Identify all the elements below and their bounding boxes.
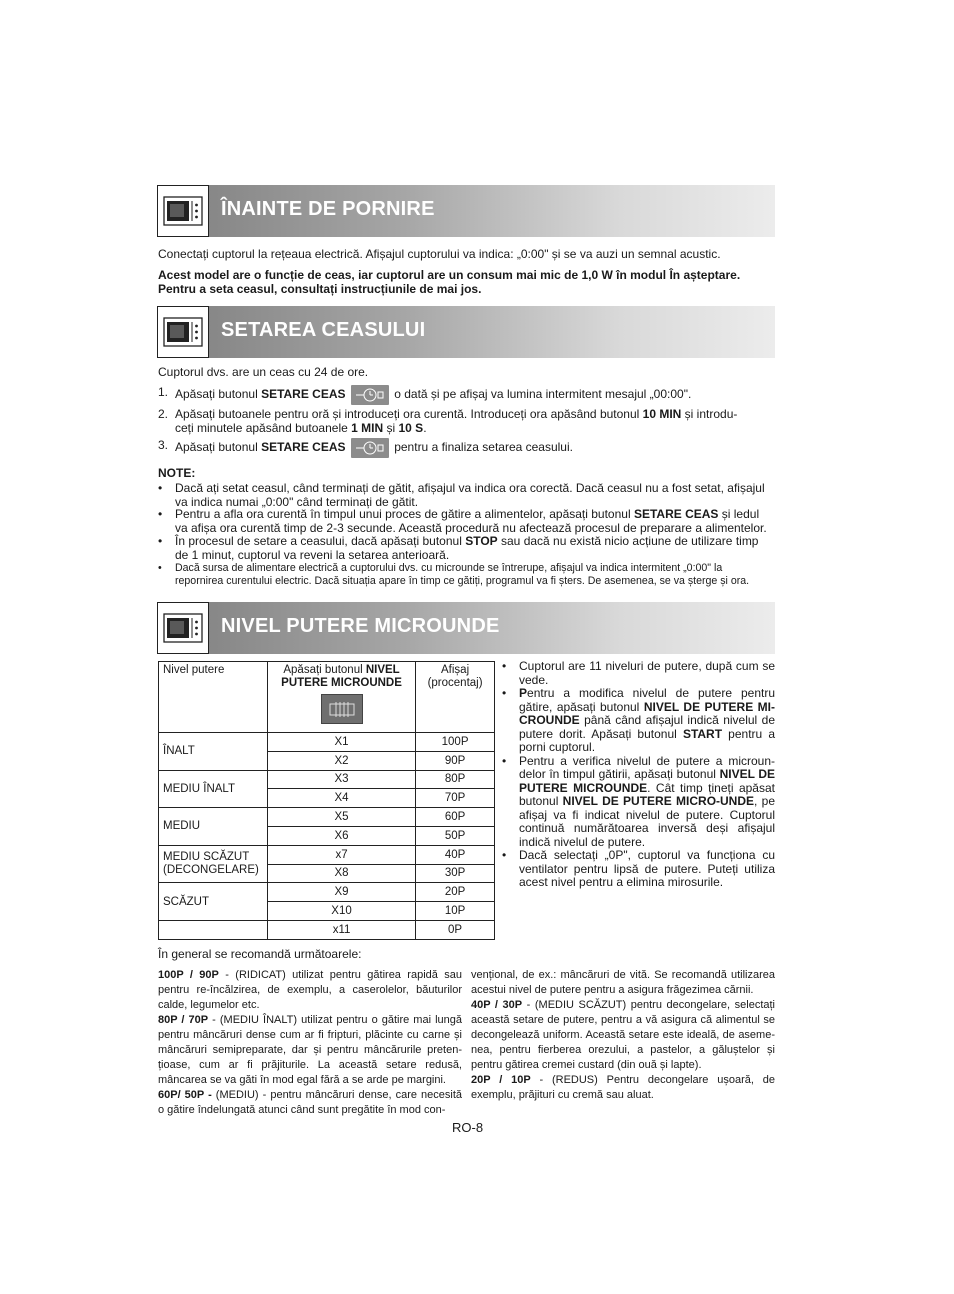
section-header-before-start (157, 185, 775, 237)
item-text: START (682, 726, 723, 741)
level-label: 20P / 10P (471, 1074, 531, 1086)
level-label: 40P / 30P (471, 999, 523, 1011)
recommend-item (158, 968, 462, 1013)
note-text: va afișa ora curentă timp de 2-3 secunde. Această procedură nu afectează procesul de preparare a alimentelor. (175, 520, 767, 535)
list-item (502, 660, 775, 687)
header-text: PUTERE MICROUNDE (281, 677, 402, 689)
page-number: RO-8 (452, 1120, 484, 1135)
level-text: - (MEDIU SCĂZUT) pentru decongelare, selectați această setare de putere, pentru a vă asigura că alimentul se decongelează uniform. Această setare este ideală, de aseme-nea, pentru fierberea orezului, a pastelor, a găluștelor și pentru gătirea cremei custard (din ouă și lapte). (471, 999, 775, 1071)
note-button-name: STOP (465, 534, 498, 548)
step-button-name: 1 MIN (351, 420, 384, 435)
power-level-table (158, 661, 495, 940)
note-text: Dacă sursa de alimentare electrică a cuptorului dvs. cu microunde se întrerupe, afișajul va indica intermitent „0:00" la (175, 562, 723, 574)
group-cell: MEDIU (159, 808, 268, 846)
presses-cell: X4 (267, 789, 415, 808)
item-text: NIVEL DE PUTERE MI-CROUNDE (519, 699, 775, 727)
note-text: În procesul de setare a ceasului, dacă apăsați butonul (175, 534, 466, 548)
bullet: • (158, 507, 163, 521)
microwave-icon (157, 306, 209, 358)
display-cell: 0P (416, 920, 495, 939)
table-header-cell (416, 662, 495, 733)
group-cell: ÎNALT (159, 733, 268, 771)
group-cell (159, 920, 268, 939)
paragraph-clock-line2: Pentru a seta ceasul, consultați instrucțiunile de mai jos. (158, 281, 482, 296)
section-header-power-level (157, 602, 775, 654)
header-text: NIVEL (365, 664, 400, 676)
table-row (159, 883, 495, 902)
note-text: sau dacă nu există nicio acțiune de utilizare timp (497, 534, 759, 548)
step-text: și introdu- (681, 407, 738, 421)
recommend-item (158, 1013, 462, 1088)
display-cell: 90P (416, 751, 495, 770)
recommend-item (471, 998, 775, 1073)
notes-title: NOTE: (158, 466, 196, 480)
note-text: Dacă ați setat ceasul, când terminați de gătit, afișajul va indica ora corectă. Dacă ceasul nu a fost setat, afișajul (175, 481, 765, 495)
paragraph-connect: Conectați cuptorul la rețeaua electrică. Afișajul cuptorului va indica: „0:00" și se va auzi un semnal acustic. (158, 247, 721, 261)
header-text: Afișaj (441, 664, 470, 676)
group-text: (DECONGELARE) (163, 864, 259, 877)
section-title: ÎNAINTE DE PORNIRE (221, 198, 435, 220)
clock-button-icon (351, 438, 389, 458)
recommend-item (471, 1073, 775, 1103)
step-number: 3. (158, 438, 169, 452)
section-title: SETAREA CEASULUI (221, 319, 426, 341)
bullet: • (158, 481, 163, 495)
bullet: • (158, 534, 163, 548)
bullet: • (502, 659, 507, 673)
group-cell: MEDIU ÎNALT (159, 770, 268, 808)
bullet: • (502, 753, 507, 768)
presses-cell: X5 (267, 808, 415, 827)
note-text: și ledul (718, 507, 760, 521)
section-title: NIVEL PUTERE MICROUNDE (221, 615, 500, 637)
presses-cell: x11 (267, 920, 415, 939)
recommend-item: vențional, de ex.: mâncăruri de vită. Se recomandă utilizarea acestui nivel de putere pentru a asigura frăgezimea cărnii. (471, 969, 775, 996)
step-button-name: 10 MIN (642, 407, 682, 421)
step-text: o dată și pe afișaj va lumina intermitent mesajul „00:00". (390, 387, 692, 402)
bullet: • (158, 562, 162, 574)
list-item (502, 687, 775, 755)
recommend-right-column (471, 968, 775, 1103)
table-row (159, 808, 495, 827)
clock-button-icon (351, 385, 389, 405)
note-text: Pentru a afla ora curentă în timpul unui proces de gătire a alimentelor, apăsați butonul (175, 507, 634, 521)
table-row (159, 920, 495, 939)
table-header-cell (267, 662, 415, 733)
item-text: până când afișajul indică nivelul de putere dorit. Apăsați butonul (519, 713, 775, 741)
group-text: MEDIU SCĂZUT (163, 851, 250, 864)
step-text: ceți minutele apăsând butoanele (175, 420, 352, 435)
step-number: 1. (158, 385, 169, 399)
item-text: NIVEL DE PUTERE MICRO-UNDE (562, 794, 755, 808)
group-cell: SCĂZUT (159, 883, 268, 921)
display-cell: 80P (416, 770, 495, 789)
display-cell: 60P (416, 808, 495, 827)
step-button-name: 10 S (398, 420, 424, 435)
recommend-intro: În general se recomandă următoarele: (158, 947, 362, 961)
item-text: pentru a porni cuptorul. (519, 726, 775, 754)
level-label: 60P/ 50P - (158, 1089, 212, 1101)
presses-cell: X3 (267, 770, 415, 789)
step-number: 2. (158, 407, 169, 421)
bullet: • (502, 848, 507, 862)
level-text: (MEDIU) - pentru mâncăruri dense, care necesită o gătire îndelungată atunci când sunt pregătite în mod con- (158, 1089, 462, 1116)
step-text: . (423, 420, 427, 435)
table-row (159, 770, 495, 789)
list-item (502, 755, 775, 850)
presses-cell: X10 (267, 902, 415, 921)
level-text: - (REDUS) Pentru decongelare ușoară, de exemplu, prăjituri cu cremă sau aluat. (471, 1074, 775, 1101)
bullet: • (502, 686, 507, 700)
table-row (159, 845, 495, 864)
item-text: P (519, 686, 528, 700)
step-text: pentru a finaliza setarea ceasului. (390, 440, 573, 455)
presses-cell: x7 (267, 845, 415, 864)
note-text: repornirea curentului electric. Dacă situația apare în timp ce gătiți, programul va fi șters. De asemenea, se va șterge și ora. (175, 575, 750, 587)
paragraph-clock-function (158, 269, 775, 296)
list-item (502, 849, 775, 890)
item-text: Pentru a verifica nivelul de putere a microun-delor în timpul gătirii, apăsați butonul (519, 753, 775, 781)
display-cell: 40P (416, 845, 495, 864)
clock-intro: Cuptorul dvs. are un ceas cu 24 de ore. (158, 365, 369, 379)
item-text: . Cât timp țineți apăsat butonul (519, 780, 775, 808)
note-text: va indica numai „0:00" când terminați de gătit. (175, 494, 419, 509)
microwave-icon (157, 185, 209, 237)
step-text: Apăsați butoanele pentru oră și introduceți ora curentă. Introduceți ora apăsând butonul (175, 407, 643, 421)
step-button-name: SETARE CEAS (261, 387, 346, 402)
display-cell: 20P (416, 883, 495, 902)
recommend-item (158, 1088, 462, 1118)
display-cell: 10P (416, 902, 495, 921)
item-text: NIVEL DE PUTERE MICROUNDE (519, 767, 776, 795)
presses-cell: X1 (267, 733, 415, 752)
recommend-left-column (158, 968, 462, 1118)
table-header-row (159, 662, 495, 733)
paragraph-clock-line1: Acest model are o funcție de ceas, iar cuptorul are un consum mai mic de 1,0 W în modul În așteptare. (158, 268, 741, 282)
note-button-name: SETARE CEAS (633, 507, 719, 521)
level-label: 100P / 90P (158, 969, 219, 981)
step-button-name: SETARE CEAS (261, 440, 346, 455)
item-text: entru a modifica nivelul de putere pentru gătire, apăsați butonul (519, 686, 775, 714)
microwave-icon (157, 602, 209, 654)
level-text: - (MEDIU ÎNALT) utilizat pentru o gătire mai lungă pentru mâncăruri dense cum ar fi fripturi, plăcinte cu carne și mâncăruri semipreparate, dar și pentru mâncărurile preten-țioase, cum ar fi prăjiturile. La această setare redusă, mâncarea se va găti în mod egal fără a se arde pe margini. (158, 1014, 462, 1086)
item-text: , pe afișaj va fi indicat nivelul de putere. Cuptorul continuă numărătoarea inversă deși afișajul indică nivelul de putere. (519, 794, 776, 849)
step-text: Apăsați butonul (175, 440, 262, 455)
level-text: - (RIDICAT) utilizat pentru gătirea rapidă sau pentru re-încălzirea, de exemplu, a caserolelor, băuturilor calde, legumelor etc. (158, 969, 462, 1011)
power-level-button-icon (321, 694, 363, 724)
group-cell (159, 845, 268, 883)
note-text: de 1 minut, cuptorul va reveni la setarea anterioară. (175, 547, 450, 562)
step-text: și (383, 420, 399, 435)
level-label: 80P / 70P (158, 1014, 209, 1026)
step-text: Apăsați butonul (175, 387, 262, 402)
presses-cell: X8 (267, 864, 415, 883)
display-cell: 100P (416, 733, 495, 752)
presses-cell: X6 (267, 826, 415, 845)
table-row (159, 733, 495, 752)
item-text: Cuptorul are 11 niveluri de putere, după cum se vede. (519, 659, 775, 687)
presses-cell: X2 (267, 751, 415, 770)
table-header-cell: Nivel putere (159, 662, 268, 733)
power-info-list (502, 660, 775, 890)
header-text: (procentaj) (427, 677, 483, 689)
presses-cell: X9 (267, 883, 415, 902)
display-cell: 30P (416, 864, 495, 883)
display-cell: 70P (416, 789, 495, 808)
display-cell: 50P (416, 826, 495, 845)
section-header-clock-setting (157, 306, 775, 358)
header-text: Apăsați butonul (283, 664, 366, 676)
item-text: Dacă selectați „0P", cuptorul va funcționa cu ventilator pentru lipsă de putere. Puteți utiliza acest nivel pentru a elimina mirosurile. (519, 848, 775, 889)
